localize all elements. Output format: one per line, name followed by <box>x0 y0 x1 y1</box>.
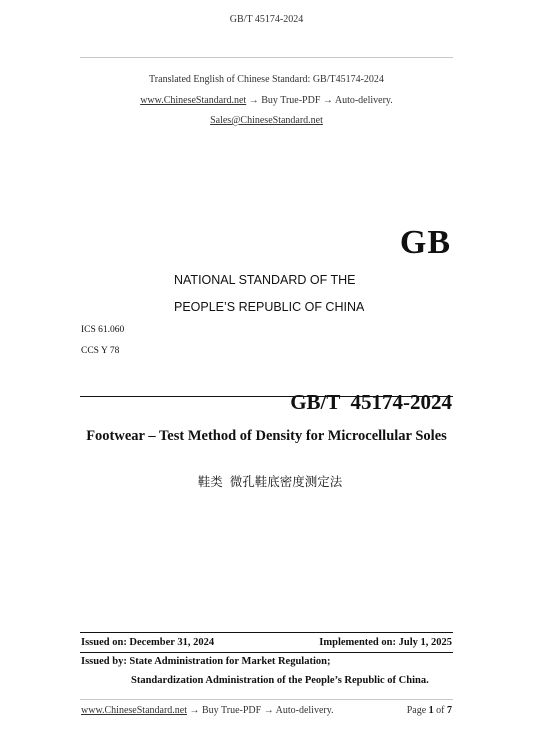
gb-logo: GB <box>399 224 451 261</box>
dates-bottom-rule <box>80 652 453 653</box>
footer-links <box>81 705 334 716</box>
ccs-code: CCS Y 78 <box>81 346 120 356</box>
translation-notice-line3 <box>0 115 533 126</box>
footer-buy-pdf-text: → Buy True-PDF → Auto-delivery. <box>189 705 334 716</box>
implemented-on: Implemented on: July 1, 2025 <box>319 637 452 648</box>
sales-email-link[interactable]: Sales@ChineseStandard.net <box>210 115 323 126</box>
national-standard-line1: NATIONAL STANDARD OF THE <box>174 273 356 287</box>
translation-notice-line2 <box>0 95 533 106</box>
running-header <box>0 14 533 25</box>
chinesestandard-link[interactable]: www.ChineseStandard.net <box>140 95 247 106</box>
title-chinese: 鞋类 微孔鞋底密度测定法 <box>197 475 343 489</box>
page-current: 1 <box>428 705 434 716</box>
ics-code: ICS 61.060 <box>81 325 125 335</box>
footer-chinesestandard-link[interactable]: www.ChineseStandard.net <box>81 705 187 716</box>
issued-by-line1: Issued by: State Administration for Market Regulation; <box>81 656 331 667</box>
running-title: GB/T 45174-2024 <box>229 14 304 25</box>
footer-divider <box>80 699 453 700</box>
page-number: Page 1 of 7 <box>406 705 452 716</box>
page-total: 7 <box>447 705 452 716</box>
national-standard-line2: PEOPLE’S REPUBLIC OF CHINA <box>174 300 365 314</box>
translation-notice-line1: Translated English of Chinese Standard: GB/T45174-2024 <box>149 74 384 85</box>
standard-number-rule <box>80 396 453 397</box>
issued-by-line2: Standardization Administration of the People’s Republic of China. <box>131 675 429 686</box>
title-english: Footwear – Test Method of Density for Microcellular Soles <box>86 428 447 444</box>
buy-pdf-text: → Buy True-PDF → Auto-delivery. <box>248 95 393 106</box>
standard-number: GB/T 45174-2024 <box>290 390 452 414</box>
issued-on: Issued on: December 31, 2024 <box>81 637 215 648</box>
dates-top-rule <box>80 632 453 633</box>
header-divider <box>80 57 453 58</box>
